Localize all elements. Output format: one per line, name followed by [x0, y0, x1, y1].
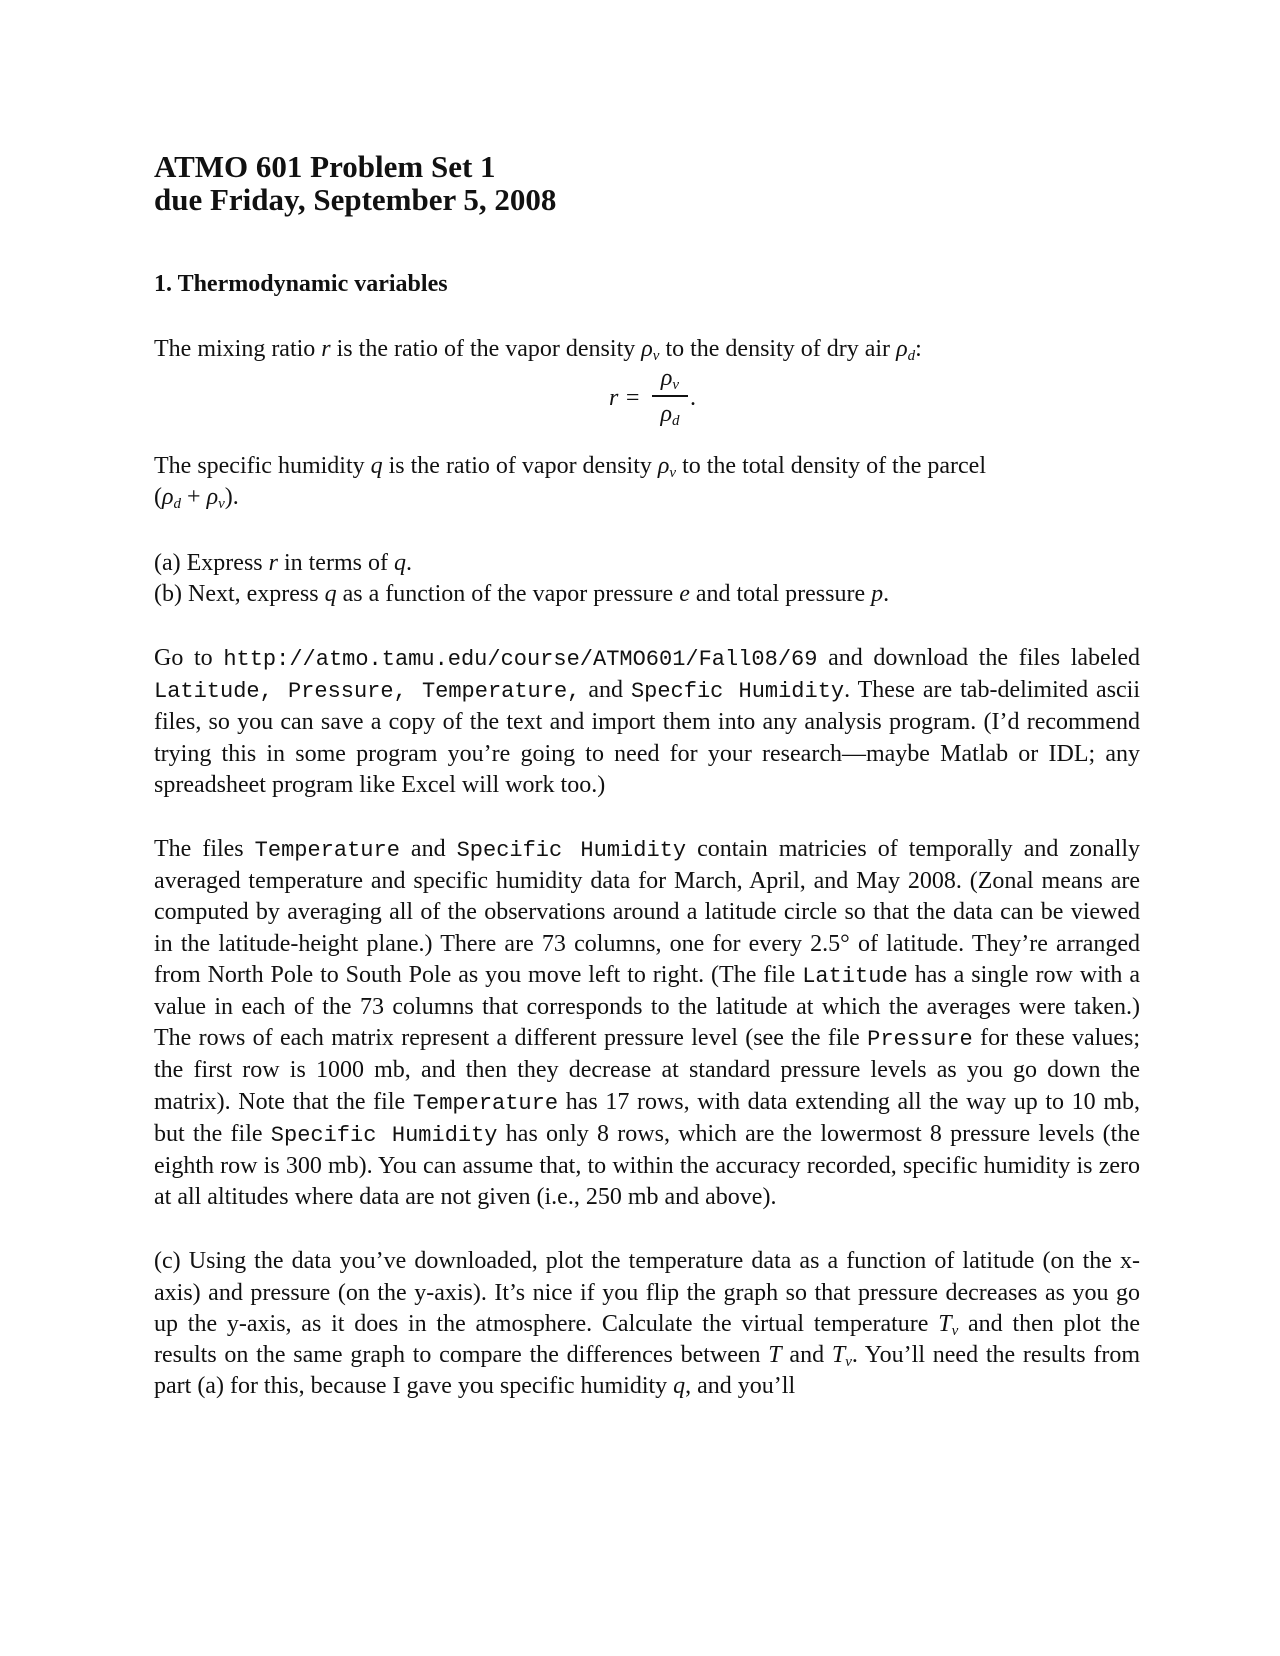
fraction-bar — [652, 395, 688, 397]
equation-denominator: $\rho_d$ — [660, 400, 680, 429]
question-a: (a) Express r in terms of q. — [154, 549, 412, 576]
equation-lhs: r = — [609, 385, 641, 412]
document-title — [154, 150, 1140, 216]
question-c-paragraph: (c) Using the data you’ve downloaded, plot the temperature data as a function of latitude (on the x-axis) and pressure (on the y-axis). It’s nice if you flip the graph so that pressure decreases as you go up the y-axis, as it does in the atmosphere. Calculate the virtual temperature $T_v$ and then plot the results on the same graph to compare the differences between T and $T_v$. You’ll need the results from part (a) for this, because I gave you specific humidity q, and you’ll — [154, 1248, 1140, 1400]
specific-humidity-paragraph: The specific humidity q is the ratio of vapor density $\rho_v$ to the total density of the parcel $(\rho_d + \rho_v)$. — [154, 453, 986, 513]
title-line-2: due Friday, September 5, 2008 — [154, 182, 557, 217]
question-b: (b) Next, express q as a function of the vapor pressure e and total pressure p. — [154, 580, 890, 607]
download-instructions-paragraph: Go to http://atmo.tamu.edu/course/ATMO601/Fall08/69 and download the files labeled Latitude, Pressure, Temperature, and Specfic Humidity. These are tab-delimited ascii files, so you can save a copy of the text and import them into any analysis program. (I’d recommend trying this in some program you’re going to need for your research—maybe Matlab or IDL; any spreadsheet program like Excel will work too.) — [154, 645, 1141, 798]
data-description-paragraph: The files Temperature and Specific Humidity contain matricies of temporally and zonally averaged temperature and specific humidity data for March, April, and May 2008. (Zonal means are computed by averaging all of the observations around a latitude circle so that the data can be viewed in the latitude-height plane.) There are 73 columns, one for every 2.5° of latitude. They’re arranged from North Pole to South Pole as you move left to right. (The file Latitude has a single row with a value in each of the 73 columns that corresponds to the latitude at which the averages were taken.) The rows of each matrix represent a different pressure level (see the file Pressure for these values; the first row is 1000 mb, and then they decrease at standard pressure levels as you go down the matrix). Note that the file Temperature has 17 rows, with data extending all the way up to 10 mb, but the file Specific Humidity has only 8 rows, which are the lowermost 8 pressure levels (the eighth row is 300 mb). You can assume that, to within the accuracy recorded, specific humidity is zero at all altitudes where data are not given (i.e., 250 mb and above). — [154, 836, 1140, 1211]
title-line-1: ATMO 601 Problem Set 1 — [154, 149, 496, 184]
data-url-link[interactable]: http://atmo.tamu.edu/course/ATMO601/Fall08/69 — [223, 647, 818, 673]
equation-fraction — [652, 365, 688, 427]
mixing-ratio-equation — [154, 365, 1140, 433]
document-page — [154, 150, 1140, 1402]
section-heading: 1. Thermodynamic variables — [154, 271, 448, 297]
mixing-ratio-paragraph: The mixing ratio r is the ratio of the vapor density $\rho_v$ to the density of dry air $\rho_d$: — [154, 336, 922, 364]
equation-numerator: $\rho_v$ — [660, 365, 680, 394]
equation-period: . — [690, 385, 696, 412]
